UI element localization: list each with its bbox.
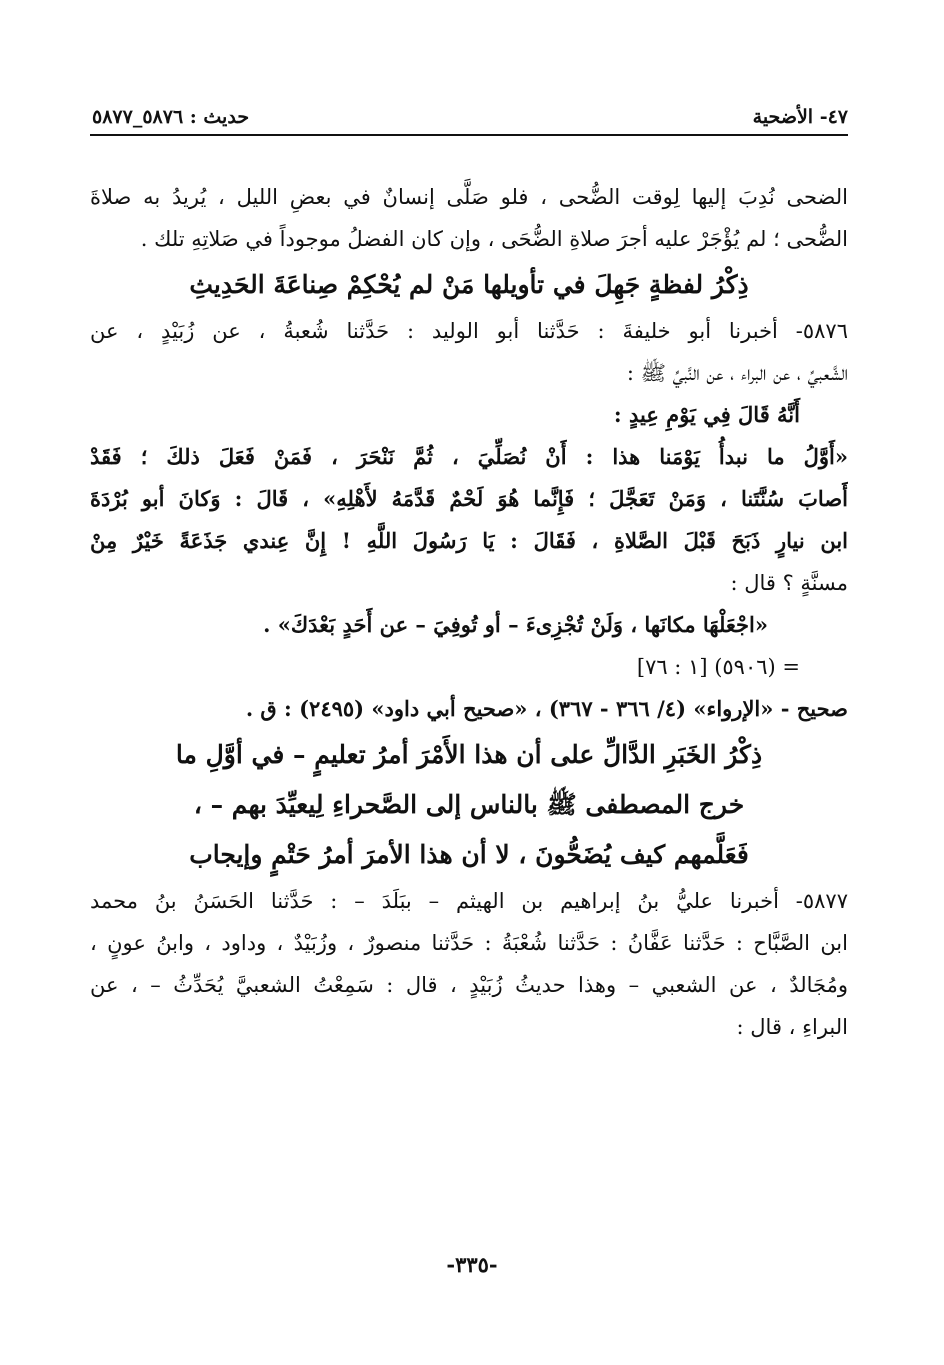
page-header [92,92,848,128]
section-heading-line: ذِكْرُ الخَبَرِ الدَّالِّ على أن هذا الأَمْرَ أمرُ تعليمٍ – في أوَّلِ ما [175,740,763,769]
hadith-line: الشَّعبيِّ ، عن البراء ، عن النَّبيِّ ﷺ : [626,361,848,385]
text-line: الضحى نُدِبَ إليها لِوقت الضُّحى ، فلو صَلَّى إنسانٌ في بعضِ الليل ، يُريدُ به صلاةَ [90,185,848,209]
hadith-line: ابن نيارٍ ذَبَحَ قَبْلَ الصَّلاةِ ، فَقَالَ : يَا رَسُولَ اللَّهِ ! إِنَّ عِندي جَذَعَةً خَيْرٌ مِنْ [90,528,848,553]
chapter-title: ٤٧- الأضحية [752,106,848,128]
hadith-line: البراءِ ، قال : [736,1015,848,1039]
hadith-range: حديث : ٥٨٧٦_٥٨٧٧ [92,106,250,128]
hadith-line: «اجْعَلْهَا مكانَها ، وَلَنْ تُجْزِىءَ – أو تُوفِيَ – عن أَحَدٍ بَعْدَكَ» . [263,612,768,637]
hadith-line: ابن الصَّبَّاح : حَدَّثنا عَفَّانُ : حَدَّثنا شُعْبَةُ : حَدَّثنا منصورٌ ، وزُبَيْدٌ ، وداود ، وابنُ عونٍ ، [90,931,848,955]
text-line: الضُّحى ؛ لم يُؤْجَرْ عليه أجرَ صلاةِ الضُّحَى ، وإن كان الفضلُ موجوداً في صَلاتِهِ تلك . [140,227,848,251]
hadith-line: أَنَّهُ قَالَ فِي يَوْمِ عِيدٍ : [613,402,800,427]
section-heading-line: فَعَلَّمهم كيف يُضَحُّونَ ، لا أن هذا الأمرَ أمرُ حَتْمٍ وإيجاب [189,840,749,869]
hadith-line: مسنَّةٍ ؟ قال : [730,571,848,595]
section-heading-line: خرج المصطفى ﷺ بالناس إلى الصَّحراءِ لِيعيِّدَ بهم – ، [193,790,745,819]
hadith-line: ٥٨٧٧- أخبرنا عليُّ بنُ إبراهيم بن الهيثم – ببَلَدَ – : حَدَّثنا الحَسَنُ بنُ محمد [90,889,848,913]
page-number: -٣٣٥- [446,1252,498,1277]
page-body [90,176,848,1048]
hadith-line: ومُجَالدٌ ، عن الشعبي – وهذا حديثُ زُبَيْدٍ ، قال : سَمِعْتُ الشعبيَّ يُحَدِّثُ – ، عن [90,973,848,997]
hadith-line: أَصابَ سُنَّتَنا ، وَمَنْ تَعَجَّلَ ؛ فَإِنَّما هُوَ لَحْمٌ قَدَّمَهُ لأَهْلِهِ» ، قَالَ : وَكانَ أبو بُرْدَةَ [90,486,848,511]
hadith-line: «أَوَّلُ ما نبدأُ يَوْمَنا هذا : أَنْ نُصَلِّيَ ، ثُمَّ نَنْحَرَ ، فَمَنْ فَعَلَ ذلكَ ؛ فَقَدْ [90,444,848,469]
hadith-line: ٥٨٧٦- أخبرنا أبو خليفةَ : حَدَّثنا أبو الوليد : حَدَّثنا شُعبةُ ، عن زُبَيْدٍ ، عن [90,319,848,343]
header-divider [90,134,848,136]
cross-reference: = (٥٩٠٦) [١ : ٧٦] [636,655,800,679]
grading-line: صحيح - «الإرواء» (٤/ ٣٦٦ - ٣٦٧) ، «صحيح أبي داود» (٢٤٩٥) : ق . [245,696,848,721]
section-heading: ذِكْرُ لفظةٍ جَهِلَ في تأويلها مَنْ لم يُحْكِمْ صِناعَةَ الحَدِيثِ [189,270,749,299]
